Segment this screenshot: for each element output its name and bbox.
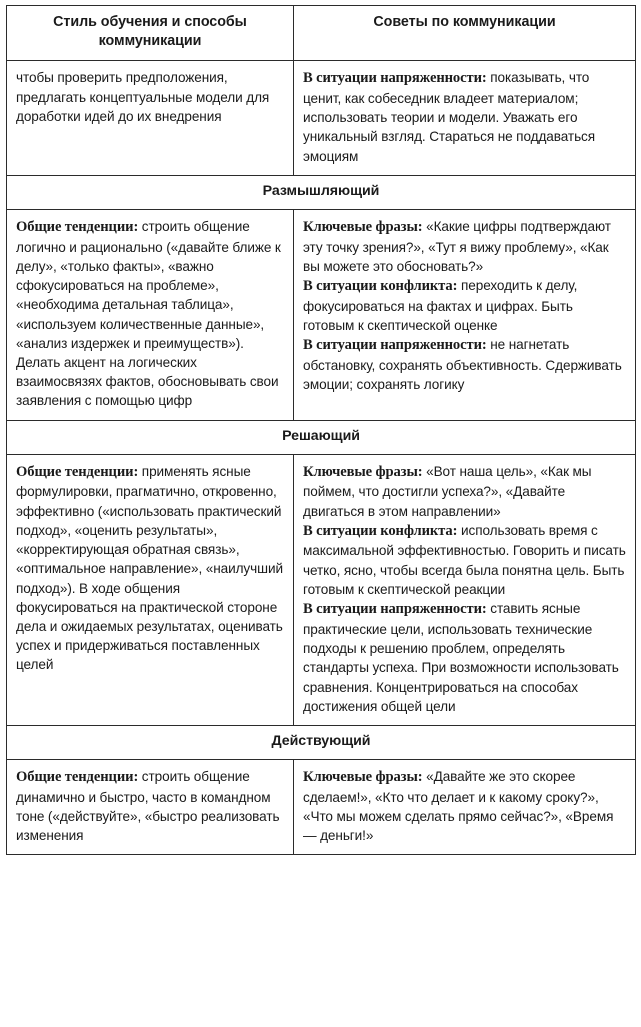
section-title-acting: Действующий bbox=[7, 725, 636, 759]
section-band-row bbox=[7, 175, 636, 209]
paragraph-label: В ситуации напряженности: bbox=[303, 337, 487, 354]
paragraph-text: «Какие цифры подтверждают эту точку зрения?», «Тут я вижу проблему», «Как вы можете это обосновать?» bbox=[303, 218, 611, 274]
paragraph bbox=[16, 462, 284, 675]
paragraph bbox=[303, 276, 626, 335]
paragraph-label: Общие тенденции: bbox=[16, 769, 139, 785]
table-row bbox=[7, 209, 636, 420]
paragraph-text: чтобы проверить предположения, предлагать концептуальные модели для доработки идей до их внедрения bbox=[16, 70, 270, 124]
paragraph bbox=[303, 521, 626, 599]
table-header-row bbox=[7, 6, 636, 61]
section-band-row bbox=[7, 420, 636, 454]
paragraph-label: В ситуации конфликта: bbox=[303, 522, 458, 539]
learning-styles-table bbox=[6, 5, 636, 855]
paragraph-text: строить общение динамично и быстро, часто в командном тоне («действуйте», «быстро реализовать изменения bbox=[16, 769, 280, 844]
paragraph bbox=[16, 68, 284, 126]
column-header-communication-tips: Советы по коммуникации bbox=[294, 6, 636, 61]
table-row bbox=[7, 61, 636, 176]
column-header-learning-style: Стиль обучения и способы коммуникации bbox=[7, 6, 294, 61]
paragraph bbox=[16, 767, 284, 845]
table-row bbox=[7, 760, 636, 855]
paragraph-text: «Давайте же это скорее сделаем!», «Кто что делает и к какому сроку?», «Что мы можем сделать прямо сейчас?», «Время — деньги!» bbox=[303, 769, 614, 844]
table-row bbox=[7, 454, 636, 725]
paragraph bbox=[303, 217, 626, 276]
paragraph bbox=[16, 217, 284, 411]
cell-right-deciding bbox=[294, 454, 636, 725]
section-title-reflecting: Размышляющий bbox=[7, 175, 636, 209]
paragraph-text: использовать время с максимальной эффективностью. Говорить и писать четко, ясно, чтобы всегда была понятна цель. Быть готовым к скептической реакции bbox=[303, 522, 626, 597]
cell-left-continued bbox=[7, 61, 294, 176]
table-body bbox=[7, 6, 636, 855]
cell-right-reflecting bbox=[294, 209, 636, 420]
cell-left-acting bbox=[7, 760, 294, 855]
paragraph-text: строить общение логично и рационально («давайте ближе к делу», «только факты», «важно сфокусироваться на проблеме», «необходима детальная таблица», «используем количественные данные», «анализ издержек и преимуществ»). Делать акцент на логических взаимосвязях фактов, обосновывать свои заявления с помощью цифр bbox=[16, 218, 281, 409]
paragraph-text: «Вот наша цель», «Как мы поймем, что достигли успеха?», «Давайте двигаться в этом направлении» bbox=[303, 463, 592, 519]
section-title-deciding: Решающий bbox=[7, 420, 636, 454]
paragraph bbox=[303, 462, 626, 521]
paragraph-text: показывать, что ценит, как собеседник владеет материалом; использовать теории и модели. Уважать его уникальный взгляд. Стараться не поддаваться эмоциям bbox=[303, 70, 596, 164]
paragraph-label: Ключевые фразы: bbox=[303, 769, 423, 785]
paragraph bbox=[303, 767, 626, 845]
section-band-row bbox=[7, 725, 636, 759]
paragraph-label: Общие тенденции: bbox=[16, 463, 139, 480]
cell-right-acting bbox=[294, 760, 636, 855]
paragraph-text: ставить ясные практические цели, использовать технические подходы к решению проблем, определять стандарты успеха. При возможности использовать сравнения. Концентрироваться на способах достижения общей цели bbox=[303, 601, 619, 714]
paragraph-text: переходить к делу, фокусироваться на фактах и цифрах. Быть готовым к скептической оценке bbox=[303, 278, 578, 333]
cell-right-continued bbox=[294, 61, 636, 176]
paragraph bbox=[303, 599, 626, 716]
paragraph-text: не нагнетать обстановку, сохранять объективность. Сдерживать эмоции; сохранять логику bbox=[303, 337, 622, 393]
cell-left-reflecting bbox=[7, 209, 294, 420]
paragraph-label: В ситуации конфликта: bbox=[303, 278, 458, 295]
paragraph-text: применять ясные формулировки, прагматично, откровенно, эффективно («использовать практический подход», «оценить результаты», «корректирующая обратная связь», «оптимальное направление», «наилучший подход»). В ходе общения фокусироваться на практической стороне дела и ожидаемых результатах, оценивать успех и придерживаться поставленных целей bbox=[16, 463, 283, 673]
paragraph-label: В ситуации напряженности: bbox=[303, 601, 487, 618]
paragraph bbox=[303, 68, 626, 166]
paragraph-label: Ключевые фразы: bbox=[303, 463, 423, 480]
paragraph bbox=[303, 335, 626, 394]
paragraph-label: В ситуации напряженности: bbox=[303, 70, 487, 87]
paragraph-label: Ключевые фразы: bbox=[303, 218, 423, 235]
cell-left-deciding bbox=[7, 454, 294, 725]
paragraph-label: Общие тенденции: bbox=[16, 218, 139, 235]
